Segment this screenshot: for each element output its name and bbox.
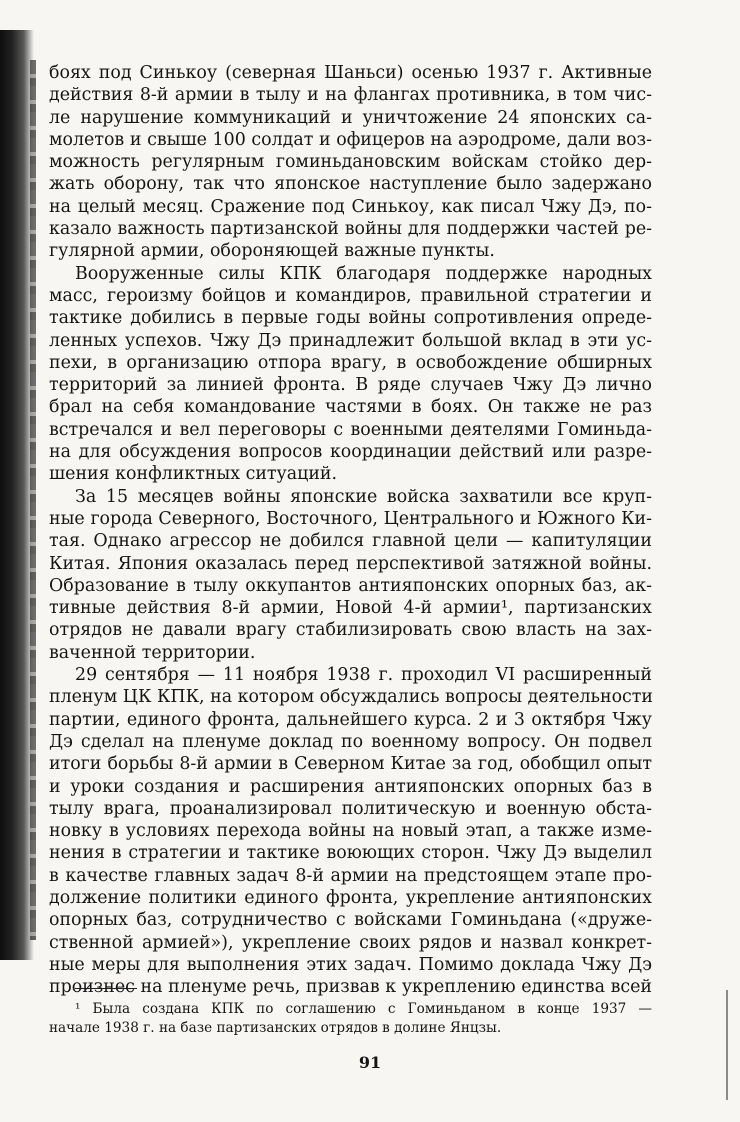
text-line: ваченной территории. xyxy=(49,642,256,663)
text-line: молетов и свыше 100 солдат и офицеров на аэродроме, дали воз- xyxy=(49,129,652,150)
text-line: брал на себя командование частями в боях. Он также не раз xyxy=(49,397,652,418)
text-line: на целый месяц. Сражение под Синькоу, как писал Чжу Дэ, по- xyxy=(49,196,652,217)
text-line: можность регулярным гоминьдановским войскам стойко дер- xyxy=(49,152,652,173)
text-line: в качестве главных задач 8-й армии на предстоящем этапе про- xyxy=(49,865,652,886)
text-line: Образование в тылу оккупантов антияпонских опорных баз, ак- xyxy=(49,575,652,596)
text-line: тая. Однако агрессор не добился главной цели — капитуляции xyxy=(49,531,652,552)
text-line: пленум ЦК КПК, на котором обсуждались вопросы деятельности xyxy=(49,687,654,708)
text-line: пехи, в организацию отпора врагу, в освобождение обширных xyxy=(49,352,652,373)
text-line: территорий за линией фронта. В ряде случаев Чжу Дэ лично xyxy=(49,375,652,396)
text-line: Вооруженные силы КПК благодаря поддержке народных xyxy=(75,263,652,284)
page-number: 91 xyxy=(358,1053,382,1072)
text-line: новку в условиях перехода войны на новый этап, а также изме- xyxy=(49,821,652,842)
footnote-line: начале 1938 г. на базе партизанских отрядов в долине Янцзы. xyxy=(49,1020,502,1036)
text-line: тылу врага, проанализировал политическую и военную обста- xyxy=(49,798,652,819)
text-line: казало важность партизанской войны для поддержки частей ре- xyxy=(49,219,652,240)
text-line: шения конфликтных ситуаций. xyxy=(49,464,338,485)
text-line: действия 8-й армии в тылу и на флангах противника, в том чис- xyxy=(49,85,652,106)
text-line: ные меры для выполнения этих задач. Помимо доклада Чжу Дэ xyxy=(49,954,652,975)
footnote xyxy=(49,1000,652,1038)
text-line: встречался и вел переговоры с военными деятелями Гоминьда- xyxy=(49,419,652,440)
text-line: итоги борьбы 8-й армии в Северном Китае за год, обобщил опыт xyxy=(49,754,652,775)
scan-binding-shadow xyxy=(0,30,34,960)
text-line: должение политики единого фронта, укрепление антияпонских xyxy=(49,887,652,908)
footnote-separator xyxy=(75,988,137,989)
text-line: боях под Синькоу (северная Шаньси) осенью 1937 г. Активные xyxy=(49,63,652,83)
text-line: партии, единого фронта, дальнейшего курса. 2 и 3 октября Чжу xyxy=(49,709,652,730)
text-line: на для обсуждения вопросов координации действий или разре- xyxy=(49,442,652,463)
text-line: ственной армией»), укрепление своих рядов и назвал конкрет- xyxy=(49,932,652,953)
text-line: тактике добились в первые годы войны сопротивления опреде- xyxy=(49,308,652,329)
text-line: тивные действия 8-й армии, Новой 4-й армии¹, партизанских xyxy=(49,598,652,619)
text-line: Дэ сделал на пленуме доклад по военному вопросу. Он подвел xyxy=(49,731,652,752)
text-line: ные города Северного, Восточного, Центрального и Южного Ки- xyxy=(49,508,652,529)
text-line: За 15 месяцев войны японские войска захватили все круп- xyxy=(75,486,652,507)
text-line: гулярной армии, обороняющей важные пункты. xyxy=(49,241,495,262)
scan-binding-edge xyxy=(30,60,36,940)
text-line: Китая. Япония оказалась перед перспективой затяжной войны. xyxy=(49,553,652,574)
text-line: опорных баз, сотрудничество с войсками Гоминьдана («друже- xyxy=(49,910,652,931)
text-line: произнес на пленуме речь, призвав к укреплению единства всей xyxy=(49,977,652,998)
footnote-line: ¹ Была создана КПК по соглашению с Гоминьданом в конце 1937 — xyxy=(75,1001,652,1017)
text-line: ле нарушение коммуникаций и уничтожение 24 японских са- xyxy=(49,107,652,128)
text-line: масс, героизму бойцов и командиров, правильной стратегии и xyxy=(49,285,652,306)
text-line: жать оборону, так что японское наступление было задержано xyxy=(49,174,652,195)
text-line: ленных успехов. Чжу Дэ принадлежит большой вклад в эти ус- xyxy=(49,330,652,351)
scan-edge-mark xyxy=(726,990,728,1100)
text-line: нения в стратегии и тактике воюющих сторон. Чжу Дэ выделил xyxy=(49,843,652,864)
text-line: и уроки создания и расширения антияпонских опорных баз в xyxy=(49,776,652,797)
page-body xyxy=(49,62,652,998)
text-line: 29 сентября — 11 ноября 1938 г. проходил VI расширенный xyxy=(75,665,652,686)
text-line: отрядов не давали врагу стабилизировать свою власть на зах- xyxy=(49,620,652,641)
